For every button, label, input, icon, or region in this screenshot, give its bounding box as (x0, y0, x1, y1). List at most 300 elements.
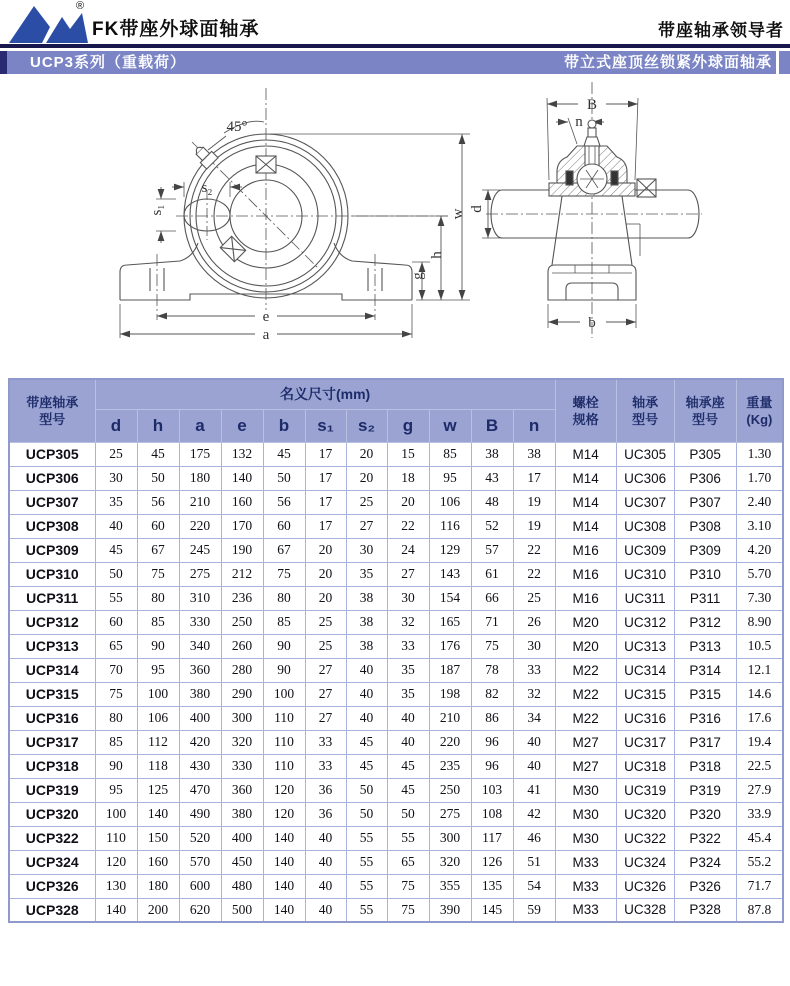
dim-cell: 95 (429, 466, 471, 490)
housing-cell: P326 (674, 874, 736, 898)
bearing-cell: UC320 (616, 802, 674, 826)
weight-cell: 2.40 (736, 490, 783, 514)
masthead (0, 0, 790, 44)
dim-cell: 96 (471, 730, 513, 754)
dim-cell: 38 (346, 586, 387, 610)
table-row (9, 514, 783, 538)
dim-cell: 90 (137, 634, 179, 658)
dim-cell: 176 (429, 634, 471, 658)
dim-cell: 110 (263, 730, 305, 754)
dim-cell: 198 (429, 682, 471, 706)
dim-label-45deg: 45° (226, 119, 248, 135)
housing-cell: P308 (674, 514, 736, 538)
dim-cell: 33 (387, 634, 429, 658)
dim-cell: 45 (387, 778, 429, 802)
series-name: UCP3系列（重载荷） (30, 54, 187, 71)
dim-cell: 50 (263, 466, 305, 490)
dim-cell: 126 (471, 850, 513, 874)
dim-cell: 17 (305, 442, 346, 466)
weight-cell: 71.7 (736, 874, 783, 898)
table-row (9, 466, 783, 490)
dim-cell: 140 (263, 850, 305, 874)
col-header-n: n (513, 409, 555, 442)
housing-cell: P328 (674, 898, 736, 922)
dim-cell: 300 (221, 706, 263, 730)
model-cell: UCP326 (9, 874, 95, 898)
bolt-cell: M22 (555, 706, 616, 730)
dim-cell: 86 (471, 706, 513, 730)
dim-cell: 420 (179, 730, 221, 754)
model-cell: UCP309 (9, 538, 95, 562)
table-body (9, 442, 783, 922)
dim-cell: 27 (305, 658, 346, 682)
housing-cell: P312 (674, 610, 736, 634)
table-row (9, 874, 783, 898)
dim-cell: 290 (221, 682, 263, 706)
col-header-bearing-line2: 型号 (632, 411, 659, 427)
model-cell: UCP318 (9, 754, 95, 778)
dim-cell: 250 (429, 778, 471, 802)
dim-cell: 38 (346, 610, 387, 634)
weight-cell: 17.6 (736, 706, 783, 730)
weight-cell: 5.70 (736, 562, 783, 586)
dim-cell: 33 (513, 658, 555, 682)
dim-cell: 360 (221, 778, 263, 802)
dim-cell: 17 (305, 490, 346, 514)
bearing-cell: UC322 (616, 826, 674, 850)
dim-cell: 100 (263, 682, 305, 706)
dim-cell: 275 (429, 802, 471, 826)
dim-cell: 55 (346, 874, 387, 898)
table-row (9, 658, 783, 682)
dim-cell: 140 (263, 898, 305, 922)
dim-cell: 20 (346, 442, 387, 466)
dim-cell: 75 (263, 562, 305, 586)
dim-cell: 85 (95, 730, 137, 754)
col-header-bearing-line1: 轴承 (632, 394, 659, 410)
dim-cell: 43 (471, 466, 513, 490)
dim-cell: 65 (95, 634, 137, 658)
dim-cell: 20 (387, 490, 429, 514)
dim-cell: 55 (95, 586, 137, 610)
dim-label-w: w (450, 208, 466, 220)
page-title: FK带座外球面轴承 (92, 19, 260, 40)
dim-cell: 165 (429, 610, 471, 634)
dim-cell: 55 (346, 826, 387, 850)
dim-cell: 180 (137, 874, 179, 898)
dim-cell: 40 (346, 706, 387, 730)
dim-cell: 140 (95, 898, 137, 922)
table-row (9, 610, 783, 634)
dim-cell: 355 (429, 874, 471, 898)
bolt-cell: M16 (555, 538, 616, 562)
dim-cell: 245 (179, 538, 221, 562)
model-cell: UCP310 (9, 562, 95, 586)
series-banner (0, 51, 790, 74)
dim-cell: 212 (221, 562, 263, 586)
dim-cell: 100 (95, 802, 137, 826)
bolt-cell: M30 (555, 826, 616, 850)
dim-label-d: d (469, 205, 485, 213)
dim-cell: 42 (513, 802, 555, 826)
dim-cell: 110 (263, 754, 305, 778)
col-header-model-line1: 带座轴承 (26, 394, 79, 410)
bolt-cell: M22 (555, 658, 616, 682)
dim-cell: 75 (471, 634, 513, 658)
housing-cell: P324 (674, 850, 736, 874)
dim-cell: 50 (346, 778, 387, 802)
bearing-cell: UC309 (616, 538, 674, 562)
bearing-cell: UC317 (616, 730, 674, 754)
housing-cell: P316 (674, 706, 736, 730)
table-row (9, 442, 783, 466)
table-row (9, 754, 783, 778)
bolt-cell: M33 (555, 898, 616, 922)
dim-cell: 150 (137, 826, 179, 850)
dim-cell: 320 (429, 850, 471, 874)
dim-cell: 235 (429, 754, 471, 778)
dim-cell: 50 (95, 562, 137, 586)
dim-cell: 470 (179, 778, 221, 802)
dim-cell: 117 (471, 826, 513, 850)
dim-cell: 26 (513, 610, 555, 634)
table-row (9, 730, 783, 754)
dim-cell: 60 (263, 514, 305, 538)
dim-cell: 30 (513, 634, 555, 658)
dim-cell: 35 (346, 562, 387, 586)
dim-cell: 112 (137, 730, 179, 754)
col-header-housing-line1: 轴承座 (685, 394, 725, 410)
col-header-w: w (429, 409, 471, 442)
housing-cell: P315 (674, 682, 736, 706)
bearing-cell: UC307 (616, 490, 674, 514)
weight-cell: 4.20 (736, 538, 783, 562)
col-header-model-line2: 型号 (39, 411, 66, 427)
table-row (9, 538, 783, 562)
weight-cell: 14.6 (736, 682, 783, 706)
weight-cell: 55.2 (736, 850, 783, 874)
dim-cell: 36 (305, 778, 346, 802)
bolt-cell: M14 (555, 490, 616, 514)
dim-cell: 620 (179, 898, 221, 922)
dim-cell: 52 (471, 514, 513, 538)
bearing-cell: UC313 (616, 634, 674, 658)
bolt-cell: M20 (555, 634, 616, 658)
dim-cell: 78 (471, 658, 513, 682)
col-header-e: e (221, 409, 263, 442)
dim-label-e: e (262, 309, 270, 325)
col-header-B: B (471, 409, 513, 442)
dim-cell: 45 (346, 754, 387, 778)
dim-cell: 125 (137, 778, 179, 802)
housing-cell: P309 (674, 538, 736, 562)
dim-cell: 15 (387, 442, 429, 466)
dim-cell: 30 (387, 586, 429, 610)
model-cell: UCP306 (9, 466, 95, 490)
dim-cell: 360 (179, 658, 221, 682)
dim-cell: 380 (221, 802, 263, 826)
dim-cell: 20 (346, 466, 387, 490)
dim-cell: 200 (137, 898, 179, 922)
dim-cell: 100 (137, 682, 179, 706)
technical-drawing (0, 76, 790, 376)
dim-cell: 140 (263, 874, 305, 898)
dim-cell: 500 (221, 898, 263, 922)
col-header-housing-line2: 型号 (692, 411, 719, 427)
col-header-housing (674, 379, 736, 442)
dim-cell: 80 (95, 706, 137, 730)
dim-cell: 180 (179, 466, 221, 490)
housing-cell: P313 (674, 634, 736, 658)
col-header-bolt-line2: 规格 (572, 411, 599, 427)
dim-cell: 25 (95, 442, 137, 466)
dim-cell: 56 (263, 490, 305, 514)
model-cell: UCP316 (9, 706, 95, 730)
bolt-cell: M30 (555, 778, 616, 802)
dim-cell: 20 (305, 562, 346, 586)
dim-cell: 60 (95, 610, 137, 634)
col-header-g: g (387, 409, 429, 442)
dim-cell: 70 (95, 658, 137, 682)
dim-cell: 66 (471, 586, 513, 610)
housing-cell: P311 (674, 586, 736, 610)
dim-cell: 118 (137, 754, 179, 778)
dim-cell: 106 (429, 490, 471, 514)
dim-cell: 340 (179, 634, 221, 658)
dim-cell: 108 (471, 802, 513, 826)
dim-cell: 85 (137, 610, 179, 634)
dim-cell: 54 (513, 874, 555, 898)
weight-cell: 22.5 (736, 754, 783, 778)
dim-cell: 450 (221, 850, 263, 874)
dim-cell: 40 (387, 730, 429, 754)
dim-cell: 130 (95, 874, 137, 898)
col-header-weight (736, 379, 783, 442)
dim-cell: 320 (221, 730, 263, 754)
dim-cell: 40 (346, 682, 387, 706)
table-row (9, 850, 783, 874)
dim-cell: 51 (513, 850, 555, 874)
dim-cell: 17 (305, 514, 346, 538)
dim-cell: 18 (387, 466, 429, 490)
dim-cell: 110 (263, 706, 305, 730)
model-cell: UCP308 (9, 514, 95, 538)
dim-cell: 45 (137, 442, 179, 466)
dim-cell: 40 (305, 898, 346, 922)
dim-cell: 57 (471, 538, 513, 562)
housing-cell: P320 (674, 802, 736, 826)
col-header-d: d (95, 409, 137, 442)
dim-cell: 275 (179, 562, 221, 586)
table-row (9, 898, 783, 922)
dim-cell: 95 (137, 658, 179, 682)
banner-gap (776, 51, 779, 74)
bearing-cell: UC326 (616, 874, 674, 898)
dim-cell: 250 (221, 610, 263, 634)
dim-cell: 310 (179, 586, 221, 610)
bolt-cell: M22 (555, 682, 616, 706)
dim-cell: 67 (137, 538, 179, 562)
bolt-cell: M16 (555, 562, 616, 586)
weight-cell: 8.90 (736, 610, 783, 634)
dim-cell: 45 (346, 730, 387, 754)
col-header-h: h (137, 409, 179, 442)
dim-cell: 95 (95, 778, 137, 802)
table-row (9, 706, 783, 730)
dim-cell: 67 (263, 538, 305, 562)
dim-cell: 220 (429, 730, 471, 754)
dim-cell: 160 (137, 850, 179, 874)
weight-cell: 3.10 (736, 514, 783, 538)
dim-cell: 140 (137, 802, 179, 826)
housing-cell: P307 (674, 490, 736, 514)
dim-cell: 35 (95, 490, 137, 514)
table-row (9, 826, 783, 850)
dim-cell: 120 (263, 778, 305, 802)
dim-cell: 27 (305, 682, 346, 706)
dim-cell: 160 (221, 490, 263, 514)
dim-cell: 600 (179, 874, 221, 898)
dim-cell: 75 (95, 682, 137, 706)
dim-cell: 82 (471, 682, 513, 706)
banner-edge-accent (0, 51, 7, 74)
dim-cell: 46 (513, 826, 555, 850)
dim-cell: 20 (305, 538, 346, 562)
bearing-cell: UC308 (616, 514, 674, 538)
dim-cell: 40 (513, 754, 555, 778)
bearing-cell: UC306 (616, 466, 674, 490)
bearing-cell: UC315 (616, 682, 674, 706)
dim-cell: 34 (513, 706, 555, 730)
dim-cell: 56 (137, 490, 179, 514)
dim-cell: 210 (179, 490, 221, 514)
dim-cell: 45 (387, 754, 429, 778)
dim-cell: 38 (346, 634, 387, 658)
model-cell: UCP328 (9, 898, 95, 922)
dim-cell: 60 (137, 514, 179, 538)
housing-cell: P306 (674, 466, 736, 490)
weight-cell: 12.1 (736, 658, 783, 682)
dim-cell: 103 (471, 778, 513, 802)
dim-cell: 390 (429, 898, 471, 922)
dim-cell: 50 (346, 802, 387, 826)
bolt-cell: M27 (555, 754, 616, 778)
dim-cell: 90 (263, 658, 305, 682)
bearing-cell: UC310 (616, 562, 674, 586)
bearing-cell: UC324 (616, 850, 674, 874)
dim-cell: 380 (179, 682, 221, 706)
bolt-cell: M27 (555, 730, 616, 754)
front-view (120, 88, 470, 338)
dim-cell: 400 (221, 826, 263, 850)
bearing-cell: UC312 (616, 610, 674, 634)
dim-cell: 154 (429, 586, 471, 610)
dim-cell: 220 (179, 514, 221, 538)
dim-cell: 40 (346, 658, 387, 682)
dim-cell: 175 (179, 442, 221, 466)
model-cell: UCP305 (9, 442, 95, 466)
logo-shape-k (46, 13, 88, 43)
dim-cell: 280 (221, 658, 263, 682)
table-row (9, 682, 783, 706)
dim-cell: 236 (221, 586, 263, 610)
dim-cell: 40 (513, 730, 555, 754)
dim-label-s2: s₂ (201, 180, 213, 196)
dim-cell: 17 (513, 466, 555, 490)
dim-label-g: g (410, 272, 426, 280)
weight-cell: 45.4 (736, 826, 783, 850)
dim-label-b: b (588, 315, 596, 331)
housing-cell: P314 (674, 658, 736, 682)
table-row (9, 634, 783, 658)
bearing-drawing-svg (0, 76, 790, 376)
product-description: 带立式座顶丝锁紧外球面轴承 (563, 54, 772, 71)
dim-cell: 140 (221, 466, 263, 490)
col-header-nominal-dimensions: 名义尺寸(mm) (95, 379, 555, 409)
dim-cell: 50 (137, 466, 179, 490)
model-cell: UCP314 (9, 658, 95, 682)
logo-shape-f (9, 6, 50, 43)
bolt-cell: M33 (555, 874, 616, 898)
dim-cell: 490 (179, 802, 221, 826)
dim-cell: 27 (387, 562, 429, 586)
dim-cell: 35 (387, 658, 429, 682)
dim-cell: 20 (305, 586, 346, 610)
dim-cell: 145 (471, 898, 513, 922)
table-row (9, 802, 783, 826)
weight-cell: 27.9 (736, 778, 783, 802)
dim-cell: 45 (263, 442, 305, 466)
model-cell: UCP312 (9, 610, 95, 634)
dim-cell: 61 (471, 562, 513, 586)
dim-cell: 210 (429, 706, 471, 730)
dim-cell: 96 (471, 754, 513, 778)
dim-cell: 400 (179, 706, 221, 730)
weight-cell: 1.30 (736, 442, 783, 466)
model-cell: UCP322 (9, 826, 95, 850)
col-header-bearing (616, 379, 674, 442)
company-slogan: 带座轴承领导者 (658, 21, 784, 40)
bearing-cell: UC328 (616, 898, 674, 922)
housing-cell: P318 (674, 754, 736, 778)
model-cell: UCP311 (9, 586, 95, 610)
dim-cell: 59 (513, 898, 555, 922)
dim-cell: 32 (387, 610, 429, 634)
dim-cell: 135 (471, 874, 513, 898)
dim-cell: 132 (221, 442, 263, 466)
dim-cell: 260 (221, 634, 263, 658)
dim-cell: 520 (179, 826, 221, 850)
dim-cell: 110 (95, 826, 137, 850)
model-cell: UCP317 (9, 730, 95, 754)
dim-label-n: n (575, 114, 583, 130)
dim-label-s1: s₁ (149, 204, 165, 216)
dim-cell: 32 (513, 682, 555, 706)
dim-cell: 48 (471, 490, 513, 514)
bearing-cell: UC311 (616, 586, 674, 610)
weight-cell: 1.70 (736, 466, 783, 490)
dim-cell: 120 (95, 850, 137, 874)
dim-cell: 25 (346, 490, 387, 514)
dim-cell: 330 (221, 754, 263, 778)
col-header-weight-line1: 重量 (746, 394, 773, 410)
dim-cell: 19 (513, 514, 555, 538)
dim-cell: 40 (305, 874, 346, 898)
bolt-cell: M14 (555, 514, 616, 538)
dim-cell: 75 (137, 562, 179, 586)
col-header-s2: s₂ (346, 409, 387, 442)
model-cell: UCP324 (9, 850, 95, 874)
